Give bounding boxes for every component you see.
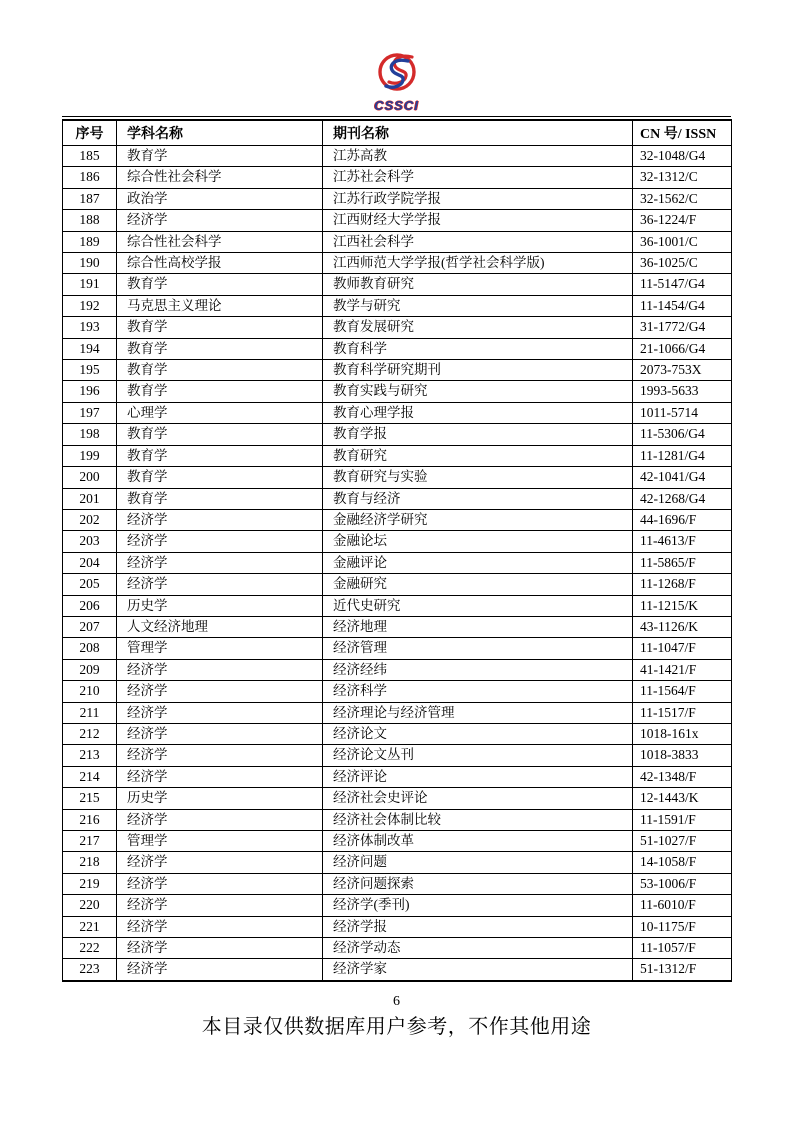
journal-name-cell: 经济问题探索 — [323, 873, 633, 894]
serial-number-cell: 200 — [63, 467, 117, 488]
cn-issn-cell: 51-1312/F — [633, 959, 732, 981]
table-row — [63, 702, 732, 723]
serial-number-cell: 216 — [63, 809, 117, 830]
journal-name-cell: 经济学家 — [323, 959, 633, 981]
cn-issn-cell: 2073-753X — [633, 360, 732, 381]
serial-number-cell: 198 — [63, 424, 117, 445]
discipline-name-cell: 经济学 — [117, 531, 323, 552]
cn-issn-cell: 32-1562/C — [633, 188, 732, 209]
serial-number-cell: 212 — [63, 723, 117, 744]
discipline-name-cell: 经济学 — [117, 809, 323, 830]
discipline-name-cell: 经济学 — [117, 766, 323, 787]
table-row — [63, 659, 732, 680]
discipline-name-cell: 马克思主义理论 — [117, 295, 323, 316]
journal-name-cell: 教学与研究 — [323, 295, 633, 316]
discipline-name-cell: 经济学 — [117, 852, 323, 873]
table-row — [63, 852, 732, 873]
journal-name-cell: 经济问题 — [323, 852, 633, 873]
serial-number-cell: 217 — [63, 831, 117, 852]
serial-number-cell: 205 — [63, 574, 117, 595]
journal-name-cell: 经济地理 — [323, 616, 633, 637]
serial-number-cell: 185 — [63, 146, 117, 167]
discipline-name-cell: 经济学 — [117, 745, 323, 766]
table-row — [63, 317, 732, 338]
table-row — [63, 938, 732, 959]
serial-number-cell: 213 — [63, 745, 117, 766]
cn-issn-cell: 53-1006/F — [633, 873, 732, 894]
journal-name-cell: 金融评论 — [323, 552, 633, 573]
journal-name-cell: 江西财经大学学报 — [323, 210, 633, 231]
table-row — [63, 595, 732, 616]
discipline-name-cell: 经济学 — [117, 702, 323, 723]
serial-number-cell: 204 — [63, 552, 117, 573]
serial-number-cell: 193 — [63, 317, 117, 338]
cn-issn-cell: 32-1312/C — [633, 167, 732, 188]
journal-name-cell: 教育科学 — [323, 338, 633, 359]
table-row — [63, 809, 732, 830]
journal-name-cell: 经济论文丛刊 — [323, 745, 633, 766]
journal-name-cell: 经济体制改革 — [323, 831, 633, 852]
discipline-name-cell: 经济学 — [117, 659, 323, 680]
serial-number-cell: 194 — [63, 338, 117, 359]
cn-issn-cell: 1018-161x — [633, 723, 732, 744]
cssci-emblem-icon — [355, 50, 439, 96]
cn-issn-cell: 1011-5714 — [633, 402, 732, 423]
table-row — [63, 681, 732, 702]
journal-name-cell: 经济评论 — [323, 766, 633, 787]
cn-issn-cell: 42-1348/F — [633, 766, 732, 787]
table-row — [63, 574, 732, 595]
discipline-name-cell: 经济学 — [117, 895, 323, 916]
table-row — [63, 210, 732, 231]
cn-issn-cell: 51-1027/F — [633, 831, 732, 852]
discipline-name-cell: 人文经济地理 — [117, 616, 323, 637]
journal-name-cell: 近代史研究 — [323, 595, 633, 616]
discipline-name-cell: 综合性社会科学 — [117, 167, 323, 188]
discipline-name-cell: 政治学 — [117, 188, 323, 209]
discipline-name-cell: 经济学 — [117, 916, 323, 937]
journal-name-cell: 教育研究与实验 — [323, 467, 633, 488]
serial-number-cell: 202 — [63, 509, 117, 530]
table-row — [63, 488, 732, 509]
journal-name-cell: 教育发展研究 — [323, 317, 633, 338]
discipline-name-cell: 管理学 — [117, 831, 323, 852]
cssci-wordmark: CSSCI — [374, 98, 419, 113]
cn-issn-cell: 11-1454/G4 — [633, 295, 732, 316]
discipline-name-cell: 经济学 — [117, 574, 323, 595]
discipline-name-cell: 综合性社会科学 — [117, 231, 323, 252]
journal-name-cell: 江苏行政学院学报 — [323, 188, 633, 209]
table-row — [63, 274, 732, 295]
discipline-name-cell: 历史学 — [117, 788, 323, 809]
serial-number-cell: 208 — [63, 638, 117, 659]
serial-number-cell: 190 — [63, 253, 117, 274]
serial-number-cell: 188 — [63, 210, 117, 231]
table-row — [63, 146, 732, 167]
serial-number-cell: 209 — [63, 659, 117, 680]
cn-issn-cell: 36-1224/F — [633, 210, 732, 231]
table-row — [63, 295, 732, 316]
cn-issn-cell: 11-1281/G4 — [633, 445, 732, 466]
cn-issn-cell: 11-1564/F — [633, 681, 732, 702]
table-row — [63, 381, 732, 402]
journal-name-cell: 经济经纬 — [323, 659, 633, 680]
table-row — [63, 360, 732, 381]
header-journal-name: 期刊名称 — [323, 120, 633, 146]
discipline-name-cell: 心理学 — [117, 402, 323, 423]
discipline-name-cell: 教育学 — [117, 424, 323, 445]
table-row — [63, 509, 732, 530]
cn-issn-cell: 43-1126/K — [633, 616, 732, 637]
serial-number-cell: 191 — [63, 274, 117, 295]
journal-name-cell: 经济社会体制比较 — [323, 809, 633, 830]
serial-number-cell: 197 — [63, 402, 117, 423]
serial-number-cell: 201 — [63, 488, 117, 509]
footer-note: 本目录仅供数据库用户参考，不作其他用途 — [201, 1016, 592, 1038]
table-row — [63, 188, 732, 209]
journal-name-cell: 教育研究 — [323, 445, 633, 466]
journal-name-cell: 经济学动态 — [323, 938, 633, 959]
journal-name-cell: 经济论文 — [323, 723, 633, 744]
serial-number-cell: 203 — [63, 531, 117, 552]
cn-issn-cell: 36-1001/C — [633, 231, 732, 252]
cn-issn-cell: 11-1057/F — [633, 938, 732, 959]
journal-catalog-table — [62, 119, 732, 982]
discipline-name-cell: 教育学 — [117, 445, 323, 466]
table-row — [63, 424, 732, 445]
cn-issn-cell: 11-5306/G4 — [633, 424, 732, 445]
cn-issn-cell: 14-1058/F — [633, 852, 732, 873]
cn-issn-cell: 11-5865/F — [633, 552, 732, 573]
page-number: 6 — [393, 994, 400, 1009]
cn-issn-cell: 1018-3833 — [633, 745, 732, 766]
serial-number-cell: 215 — [63, 788, 117, 809]
serial-number-cell: 195 — [63, 360, 117, 381]
table-row — [63, 445, 732, 466]
journal-name-cell: 教育科学研究期刊 — [323, 360, 633, 381]
discipline-name-cell: 历史学 — [117, 595, 323, 616]
serial-number-cell: 221 — [63, 916, 117, 937]
table-row — [63, 552, 732, 573]
discipline-name-cell: 教育学 — [117, 274, 323, 295]
cn-issn-cell: 44-1696/F — [633, 509, 732, 530]
table-body — [63, 146, 732, 981]
table-row — [63, 531, 732, 552]
cssci-logo — [0, 50, 793, 113]
cn-issn-cell: 1993-5633 — [633, 381, 732, 402]
header-row — [63, 120, 732, 146]
table-row — [63, 167, 732, 188]
serial-number-cell: 214 — [63, 766, 117, 787]
serial-number-cell: 186 — [63, 167, 117, 188]
journal-name-cell: 经济理论与经济管理 — [323, 702, 633, 723]
cn-issn-cell: 36-1025/C — [633, 253, 732, 274]
serial-number-cell: 210 — [63, 681, 117, 702]
serial-number-cell: 189 — [63, 231, 117, 252]
discipline-name-cell: 教育学 — [117, 467, 323, 488]
table-row — [63, 766, 732, 787]
discipline-name-cell: 经济学 — [117, 509, 323, 530]
journal-name-cell: 江苏社会科学 — [323, 167, 633, 188]
cn-issn-cell: 21-1066/G4 — [633, 338, 732, 359]
serial-number-cell: 218 — [63, 852, 117, 873]
discipline-name-cell: 经济学 — [117, 873, 323, 894]
discipline-name-cell: 教育学 — [117, 317, 323, 338]
serial-number-cell: 222 — [63, 938, 117, 959]
serial-number-cell: 187 — [63, 188, 117, 209]
journal-name-cell: 江西师范大学学报(哲学社会科学版) — [323, 253, 633, 274]
cn-issn-cell: 11-1047/F — [633, 638, 732, 659]
journal-name-cell: 经济学报 — [323, 916, 633, 937]
discipline-name-cell: 教育学 — [117, 381, 323, 402]
serial-number-cell: 220 — [63, 895, 117, 916]
journal-name-cell: 金融经济学研究 — [323, 509, 633, 530]
header-serial-number: 序号 — [63, 120, 117, 146]
table-row — [63, 638, 732, 659]
discipline-name-cell: 经济学 — [117, 938, 323, 959]
discipline-name-cell: 经济学 — [117, 552, 323, 573]
serial-number-cell: 192 — [63, 295, 117, 316]
header-discipline-name: 学科名称 — [117, 120, 323, 146]
journal-name-cell: 教育实践与研究 — [323, 381, 633, 402]
serial-number-cell: 207 — [63, 616, 117, 637]
table-row — [63, 745, 732, 766]
table-row — [63, 873, 732, 894]
serial-number-cell: 196 — [63, 381, 117, 402]
table-row — [63, 467, 732, 488]
journal-name-cell: 金融研究 — [323, 574, 633, 595]
table-row — [63, 616, 732, 637]
discipline-name-cell: 经济学 — [117, 959, 323, 981]
cn-issn-cell: 31-1772/G4 — [633, 317, 732, 338]
cn-issn-cell: 11-5147/G4 — [633, 274, 732, 295]
cn-issn-cell: 11-1268/F — [633, 574, 732, 595]
table-row — [63, 916, 732, 937]
discipline-name-cell: 经济学 — [117, 681, 323, 702]
journal-name-cell: 经济学(季刊) — [323, 895, 633, 916]
table-header — [63, 120, 732, 146]
discipline-name-cell: 教育学 — [117, 488, 323, 509]
journal-name-cell: 教育与经济 — [323, 488, 633, 509]
serial-number-cell: 211 — [63, 702, 117, 723]
journal-name-cell: 经济科学 — [323, 681, 633, 702]
discipline-name-cell: 综合性高校学报 — [117, 253, 323, 274]
journal-catalog-table-wrap — [62, 116, 731, 982]
cn-issn-cell: 42-1041/G4 — [633, 467, 732, 488]
cn-issn-cell: 11-4613/F — [633, 531, 732, 552]
serial-number-cell: 206 — [63, 595, 117, 616]
journal-name-cell: 江西社会科学 — [323, 231, 633, 252]
table-row — [63, 338, 732, 359]
journal-name-cell: 金融论坛 — [323, 531, 633, 552]
discipline-name-cell: 教育学 — [117, 360, 323, 381]
table-row — [63, 959, 732, 981]
serial-number-cell: 219 — [63, 873, 117, 894]
journal-name-cell: 江苏高教 — [323, 146, 633, 167]
journal-name-cell: 教育学报 — [323, 424, 633, 445]
discipline-name-cell: 教育学 — [117, 146, 323, 167]
journal-name-cell: 教师教育研究 — [323, 274, 633, 295]
cn-issn-cell: 32-1048/G4 — [633, 146, 732, 167]
table-row — [63, 231, 732, 252]
discipline-name-cell: 教育学 — [117, 338, 323, 359]
cn-issn-cell: 11-6010/F — [633, 895, 732, 916]
table-row — [63, 831, 732, 852]
journal-name-cell: 教育心理学报 — [323, 402, 633, 423]
cn-issn-cell: 11-1591/F — [633, 809, 732, 830]
discipline-name-cell: 经济学 — [117, 723, 323, 744]
table-row — [63, 253, 732, 274]
journal-name-cell: 经济社会史评论 — [323, 788, 633, 809]
cn-issn-cell: 12-1443/K — [633, 788, 732, 809]
table-row — [63, 723, 732, 744]
discipline-name-cell: 管理学 — [117, 638, 323, 659]
header-cn-issn: CN 号/ ISSN — [633, 120, 732, 146]
cn-issn-cell: 11-1517/F — [633, 702, 732, 723]
serial-number-cell: 199 — [63, 445, 117, 466]
cn-issn-cell: 41-1421/F — [633, 659, 732, 680]
discipline-name-cell: 经济学 — [117, 210, 323, 231]
serial-number-cell: 223 — [63, 959, 117, 981]
table-row — [63, 895, 732, 916]
table-row — [63, 788, 732, 809]
table-row — [63, 402, 732, 423]
cn-issn-cell: 42-1268/G4 — [633, 488, 732, 509]
journal-name-cell: 经济管理 — [323, 638, 633, 659]
cn-issn-cell: 11-1215/K — [633, 595, 732, 616]
cn-issn-cell: 10-1175/F — [633, 916, 732, 937]
